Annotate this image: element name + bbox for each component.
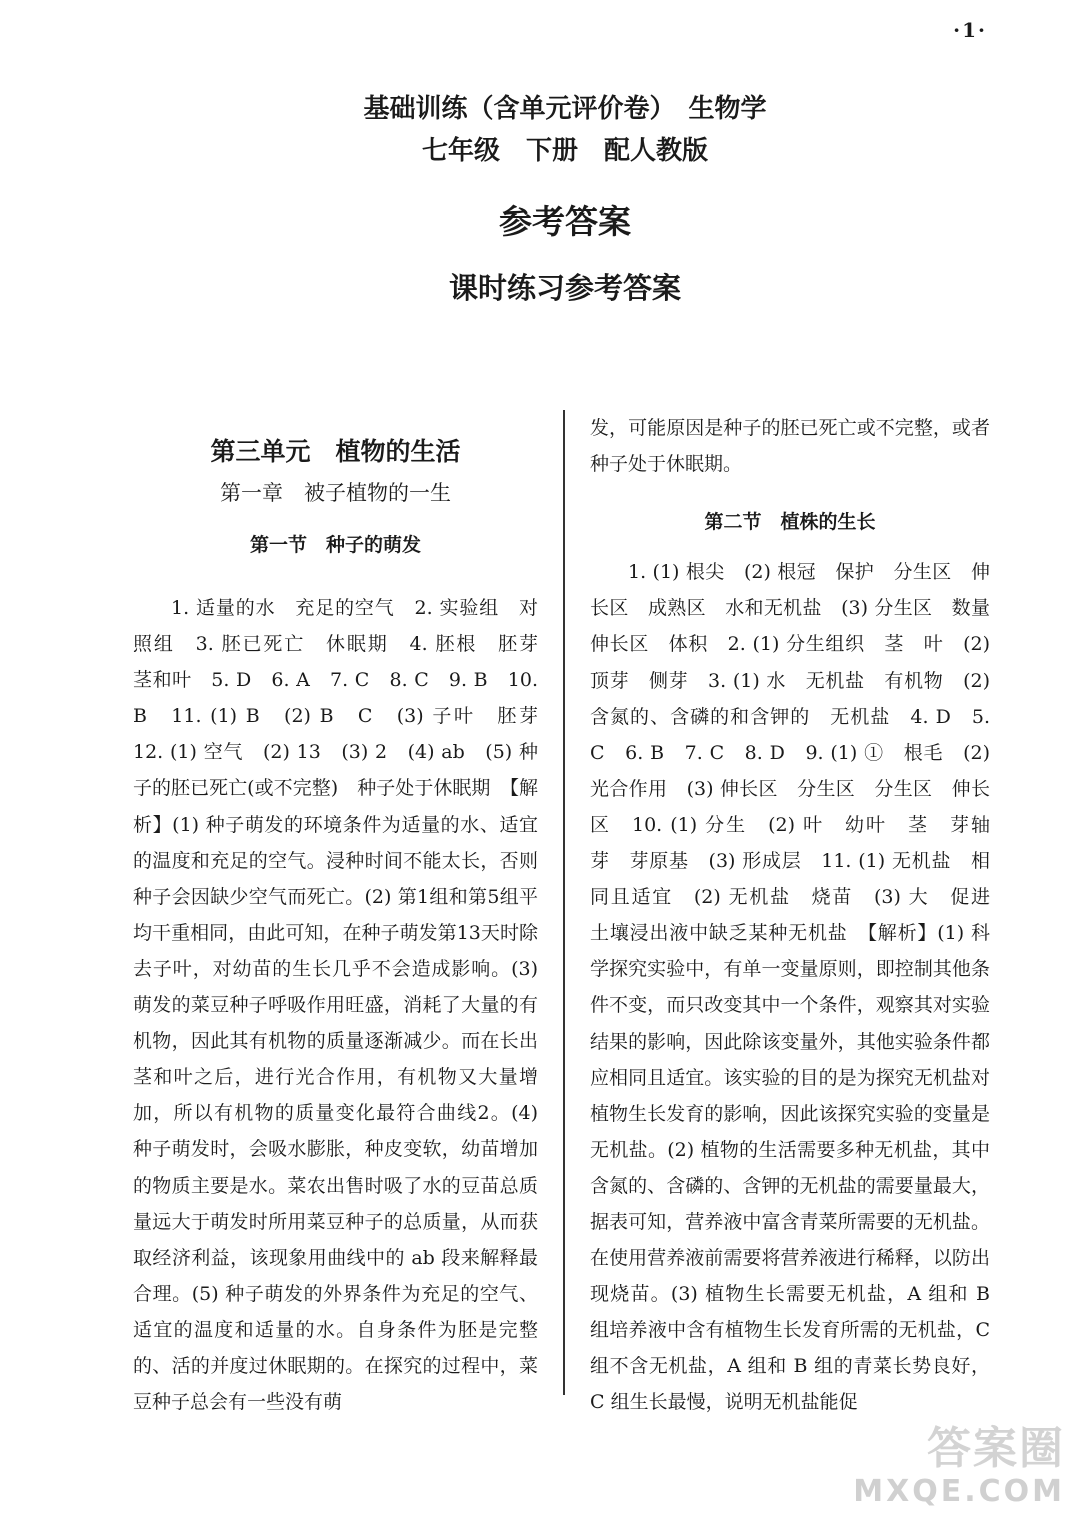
page-number: ·1· [953,18,987,42]
watermark-logo [853,1412,1065,1522]
answers-section-2: 1. (1) 根尖 (2) 根冠 保护 分生区 伸长区 成熟区 水和无机盐 (3) 分生区 数量 伸长区 体积 2. (1) 分生组织 茎 叶 (2) 顶芽 侧芽 3. (1) 水 无机盐 有机物 (2) 含氮的、含磷的和含钾的 无机盐 4. D 5. C 6. B 7. C 8. D 9. (1) ① 根毛 (2) 光合作用 (3) 伸长区 分生区 分生区 伸长区 10. (1) 分生 (2) 叶 幼叶 茎 芽轴 芽 芽原基 (3) 形成层 11. (1) 无机盐 相同且适宜 (2) 无机盐 烧苗 (3) 大 促进 土壤浸出液中缺乏某种无机盐 【解析】(1) 科学探究实验中，有单一变量原则，即控制其他条件不变，而只改变其中一个条件，观察其对实验结果的影响，因此除该变量外，其他实验条件都应相同且适宜。该实验的目的是为探究无机盐对植物生长发育的影响，因此该探究实验的变量是无机盐。(2) 植物的生活需要多种无机盐，其中含氮的、含磷的、含钾的无机盐的需要量最大，据表可知，营养液中富含青菜所需要的无机盐。在使用营养液前需要将营养液进行稀释，以防出现烧苗。(3) 植物生长需要无机盐，A 组和 B 组培养液中含有植物生长发育所需的无机盐，C 组不含无机盐，A 组和 B 组的青菜长势良好，C 组生长最慢，说明无机盐能促 [590,561,1010,1414]
watermark-url: MXQE.COM [853,1474,1065,1509]
unit-heading: 第三单元 植物的生活 [210,437,461,466]
book-title: 基础训练（含单元评价卷） 生物学 [363,94,767,124]
section-heading-seed-germination: 第一节 种子的萌发 [249,534,421,556]
answers-section-1: 1. 适量的水 充足的空气 2. 实验组 对照组 3. 胚已死亡 休眠期 4. 胚根 胚芽 茎和叶 5. D 6. A 7. C 8. C 9. B 10. B 11. (1) B (2) B C (3) 子叶 胚芽 12. (1) 空气 (2) 13 (3) 2 (4) ab (5) 种子的胚已死亡(或不完整) 种子处于休眠期 【解析】(1) 种子萌发的环境条件为适量的水、适宜的温度和充足的空气。浸种时间不能太长，否则种子会因缺少空气而死亡。(2) 第1组和第5组平均干重相同，由此可知，在种子萌发第13天时除去子叶，对幼苗的生长几乎不会造成影响。(3) 萌发的菜豆种子呼吸作用旺盛，消耗了大量的有机物，因此其有机物的质量逐渐减少。而在长出茎和叶之后，进行光合作用，有机物又大量增加，所以有机物的质量变化最符合曲线2。(4) 种子萌发时，会吸水膨胀，种皮变软，幼苗增加的物质主要是水。菜农出售时吸了水的豆苗总质量远大于萌发时所用菜豆种子的总质量，从而获取经济利益，该现象用曲线中的 ab 段来解释最合理。(5) 种子萌发的外界条件为充足的空气、适宜的温度和适量的水。自身条件为胚是完整的、活的并度过休眠期的。在探究的过程中，菜豆种子总会有一些没有萌 [133,597,558,1414]
right-column [590,410,1010,1421]
section-heading-plant-growth: 第二节 植株的生长 [704,511,876,534]
sub-title: 课时练习参考答案 [448,271,681,305]
left-column [133,590,558,1420]
continuation-text: 发，可能原因是种子的胚已死亡或不完整，或者种子处于休眠期。 [590,417,990,476]
main-title: 参考答案 [499,202,631,241]
chapter-heading: 第一章 被子植物的一生 [220,481,451,505]
column-divider [563,410,565,1395]
watermark-text: 答案圈 [927,1423,1065,1474]
book-subtitle: 七年级 下册 配人教版 [421,136,708,166]
